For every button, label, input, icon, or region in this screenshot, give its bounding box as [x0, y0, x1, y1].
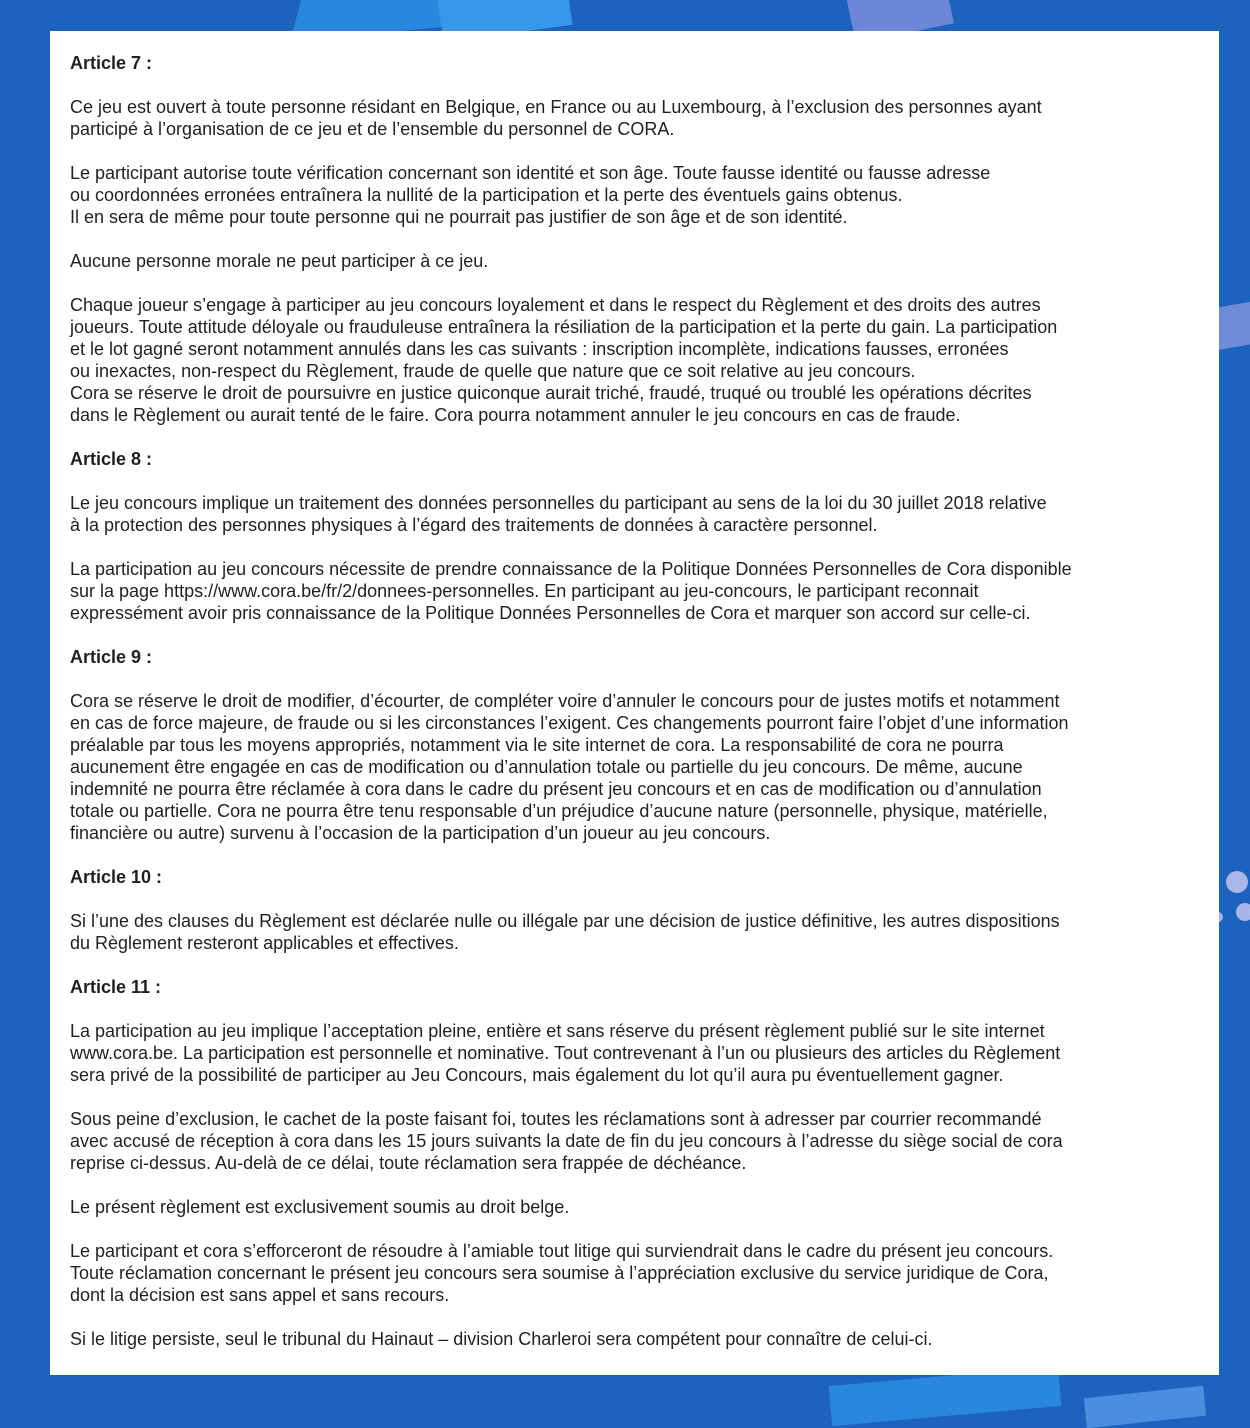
- article-heading: Article 10 :: [70, 867, 163, 887]
- decorative-dot: [1236, 903, 1250, 921]
- article-paragraph: Le participant autorise toute vérification concernant son identité et son âge. Toute fausse identité ou fausse adresse ou coordonnées erronées entraînera la nullité de la participation et la perte des éventuels gains obtenus. Il en sera de même pour toute personne qui ne pourrait pas justifier de son âge et de son identité.: [70, 163, 991, 227]
- article-paragraph: Aucune personne morale ne peut participer à ce jeu.: [70, 251, 489, 271]
- article-paragraph: Le jeu concours implique un traitement des données personnelles du participant au sens de la loi du 30 juillet 2018 relative à la protection des personnes physiques à l’égard des traitements de données à caractère personnel.: [70, 493, 1047, 535]
- article-paragraph: Si le litige persiste, seul le tribunal du Hainaut – division Charleroi sera compétent pour connaître de celui-ci.: [70, 1329, 933, 1349]
- article-heading: Article 11 :: [70, 977, 162, 997]
- article-paragraph: La participation au jeu implique l’acceptation pleine, entière et sans réserve du présent règlement publié sur le site internet www.cora.be. La participation est personnelle et nominative. Tout contrevenant à l’un ou plusieurs des articles du Règlement sera privé de la possibilité de participer au Jeu Concours, mais également du lot qu’il aura pu éventuellement gagner.: [70, 1021, 1061, 1085]
- article-paragraph: Le présent règlement est exclusivement soumis au droit belge.: [70, 1197, 570, 1217]
- article-11: [70, 976, 1203, 1350]
- article-paragraph: Cora se réserve le droit de modifier, d’écourter, de compléter voire d’annuler le concours pour de justes motifs et notamment en cas de force majeure, de fraude ou si les circonstances l’exigent. Ces changements pourront faire l’objet d’une information préalable par tous les moyens appropriés, notamment via le site internet de cora. La responsabilité de cora ne pourra aucunement être engagée en cas de modification ou d’annulation totale ou partielle du jeu concours. De même, aucune indemnité ne pourra être réclamée à cora dans le cadre du présent jeu concours et en cas de modification ou d’annulation totale ou partielle. Cora ne pourra être tenu responsable d’un préjudice d’aucune nature (personnelle, physique, matérielle, financière ou autre) survenu à l’occasion de la participation d’un joueur au jeu concours.: [70, 691, 1069, 843]
- article-paragraph: Si l’une des clauses du Règlement est déclarée nulle ou illégale par une décision de justice définitive, les autres dispositions du Règlement resteront applicables et effectives.: [70, 911, 1060, 953]
- article-paragraph: Sous peine d’exclusion, le cachet de la poste faisant foi, toutes les réclamations sont à adresser par courrier recommandé avec accusé de réception à cora dans les 15 jours suivants la date de fin du jeu concours à l’adresse du siège social de cora reprise ci-dessus. Au-delà de ce délai, toute réclamation sera frappée de déchéance.: [70, 1109, 1063, 1173]
- article-paragraph: La participation au jeu concours nécessite de prendre connaissance de la Politique Données Personnelles de Cora disponible sur la page https://www.cora.be/fr/2/donnees-personnelles. En participant au jeu-concours, le participant reconnait expressément avoir pris connaissance de la Politique Données Personnelles de Cora et marquer son accord sur celle-ci.: [70, 559, 1072, 623]
- rules-document: [50, 31, 1219, 1375]
- decorative-shape: [829, 1366, 1062, 1426]
- article-7: [70, 52, 1203, 426]
- article-heading: Article 8 :: [70, 449, 153, 469]
- article-paragraph: Ce jeu est ouvert à toute personne résidant en Belgique, en France ou au Luxembourg, à l’exclusion des personnes ayant participé à l’organisation de ce jeu et de l’ensemble du personnel de CORA.: [70, 97, 1042, 139]
- article-paragraph: Chaque joueur s’engage à participer au jeu concours loyalement et dans le respect du Règlement et des droits des autres joueurs. Toute attitude déloyale ou frauduleuse entraînera la résiliation de la participation et la perte du gain. La participation et le lot gagné seront notamment annulés dans les cas suivants : inscription incomplète, indications fausses, erronées ou inexactes, non-respect du Règlement, fraude de quelle que nature que ce soit relative au jeu concours. Cora se réserve le droit de poursuivre en justice quiconque aurait triché, fraudé, truqué ou troublé les opérations décrites dans le Règlement ou aurait tenté de le faire. Cora pourra notamment annuler le jeu concours en cas de fraude.: [70, 295, 1058, 425]
- article-10: [70, 866, 1203, 954]
- article-heading: Article 7 :: [70, 53, 153, 73]
- article-9: [70, 646, 1203, 844]
- article-paragraph: Le participant et cora s’efforceront de résoudre à l’amiable tout litige qui surviendrait dans le cadre du présent jeu concours. Toute réclamation concernant le présent jeu concours sera soumise à l’appréciation exclusive du service juridique de Cora, dont la décision est sans appel et sans recours.: [70, 1241, 1054, 1305]
- article-heading: Article 9 :: [70, 647, 153, 667]
- article-8: [70, 448, 1203, 624]
- decorative-dot: [1226, 871, 1248, 893]
